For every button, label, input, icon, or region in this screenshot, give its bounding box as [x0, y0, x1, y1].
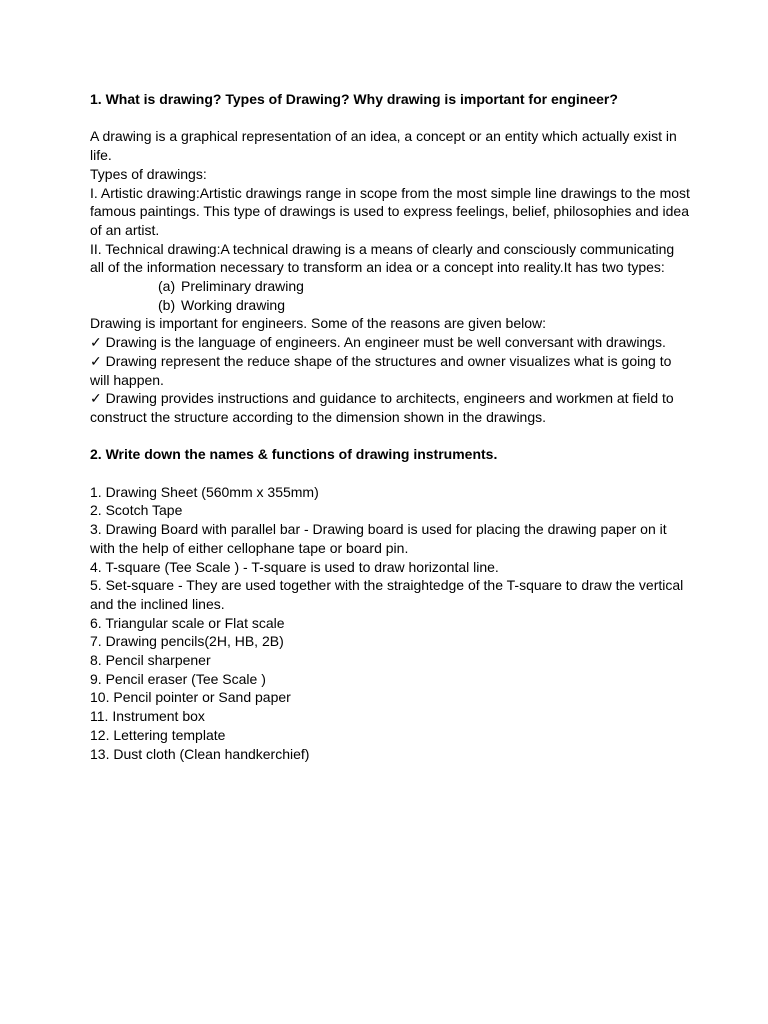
- instrument-item: 5. Set-square - They are used together with the straightedge of the T-square to draw the vertical and the inclined lines.: [90, 577, 684, 612]
- subtype-marker: (b): [158, 296, 176, 313]
- instrument-item: 3. Drawing Board with parallel bar - Drawing board is used for placing the drawing paper on it with the help of either cellophane tape or board pin.: [90, 521, 667, 556]
- subtype-item: [90, 296, 690, 315]
- spacer: [90, 464, 690, 483]
- instrument-item: 13. Dust cloth (Clean handkerchief): [90, 745, 310, 762]
- spacer: [90, 109, 690, 128]
- question-1-title: 1. What is drawing? Types of Drawing? Why drawing is important for engineer?: [90, 91, 618, 107]
- instrument-item: 8. Pencil sharpener: [90, 652, 211, 669]
- types-heading: Types of drawings:: [90, 165, 207, 182]
- spacer: [90, 427, 690, 446]
- instrument-item: 10. Pencil pointer or Sand paper: [90, 689, 291, 706]
- instrument-item: 12. Lettering template: [90, 726, 226, 743]
- reason-item: ✓ Drawing provides instructions and guidance to architects, engineers and workmen at field to construct the structure according to the dimension shown in the drawings.: [90, 390, 674, 425]
- reason-item: ✓ Drawing is the language of engineers. An engineer must be well conversant with drawings.: [90, 334, 666, 351]
- instrument-item: 2. Scotch Tape: [90, 502, 183, 519]
- question-2-title: 2. Write down the names & functions of drawing instruments.: [90, 446, 498, 463]
- subtype-marker: (a): [158, 278, 176, 295]
- instrument-item: 1. Drawing Sheet (560mm x 355mm): [90, 483, 319, 500]
- instrument-item: 9. Pencil eraser (Tee Scale ): [90, 670, 266, 687]
- technical-drawing-paragraph: II. Technical drawing:A technical drawing is a means of clearly and consciously communicating all of the information necessary to transform an idea or a concept into reality.It has two types:: [90, 240, 675, 276]
- instrument-item: 7. Drawing pencils(2H, HB, 2B): [90, 633, 284, 650]
- instrument-item: 6. Triangular scale or Flat scale: [90, 614, 285, 631]
- importance-intro: Drawing is important for engineers. Some of the reasons are given below:: [90, 315, 547, 332]
- artistic-drawing-paragraph: I. Artistic drawing:Artistic drawings range in scope from the most simple line drawings to the most famous paintings. This type of drawings is used to express feelings, belief, philosophies and idea of an artist.: [90, 184, 690, 238]
- reason-item: ✓ Drawing represent the reduce shape of the structures and owner visualizes what is going to will happen.: [90, 352, 672, 388]
- document-page: [90, 90, 690, 763]
- drawing-definition: A drawing is a graphical representation of an idea, a concept or an entity which actually exist in life.: [90, 128, 677, 164]
- subtype-item: [90, 277, 690, 296]
- subtype-label: Preliminary drawing: [181, 278, 304, 295]
- subtype-label: Working drawing: [181, 296, 286, 313]
- instrument-item: 11. Instrument box: [90, 708, 205, 725]
- instrument-item: 4. T-square (Tee Scale ) - T-square is used to draw horizontal line.: [90, 558, 499, 575]
